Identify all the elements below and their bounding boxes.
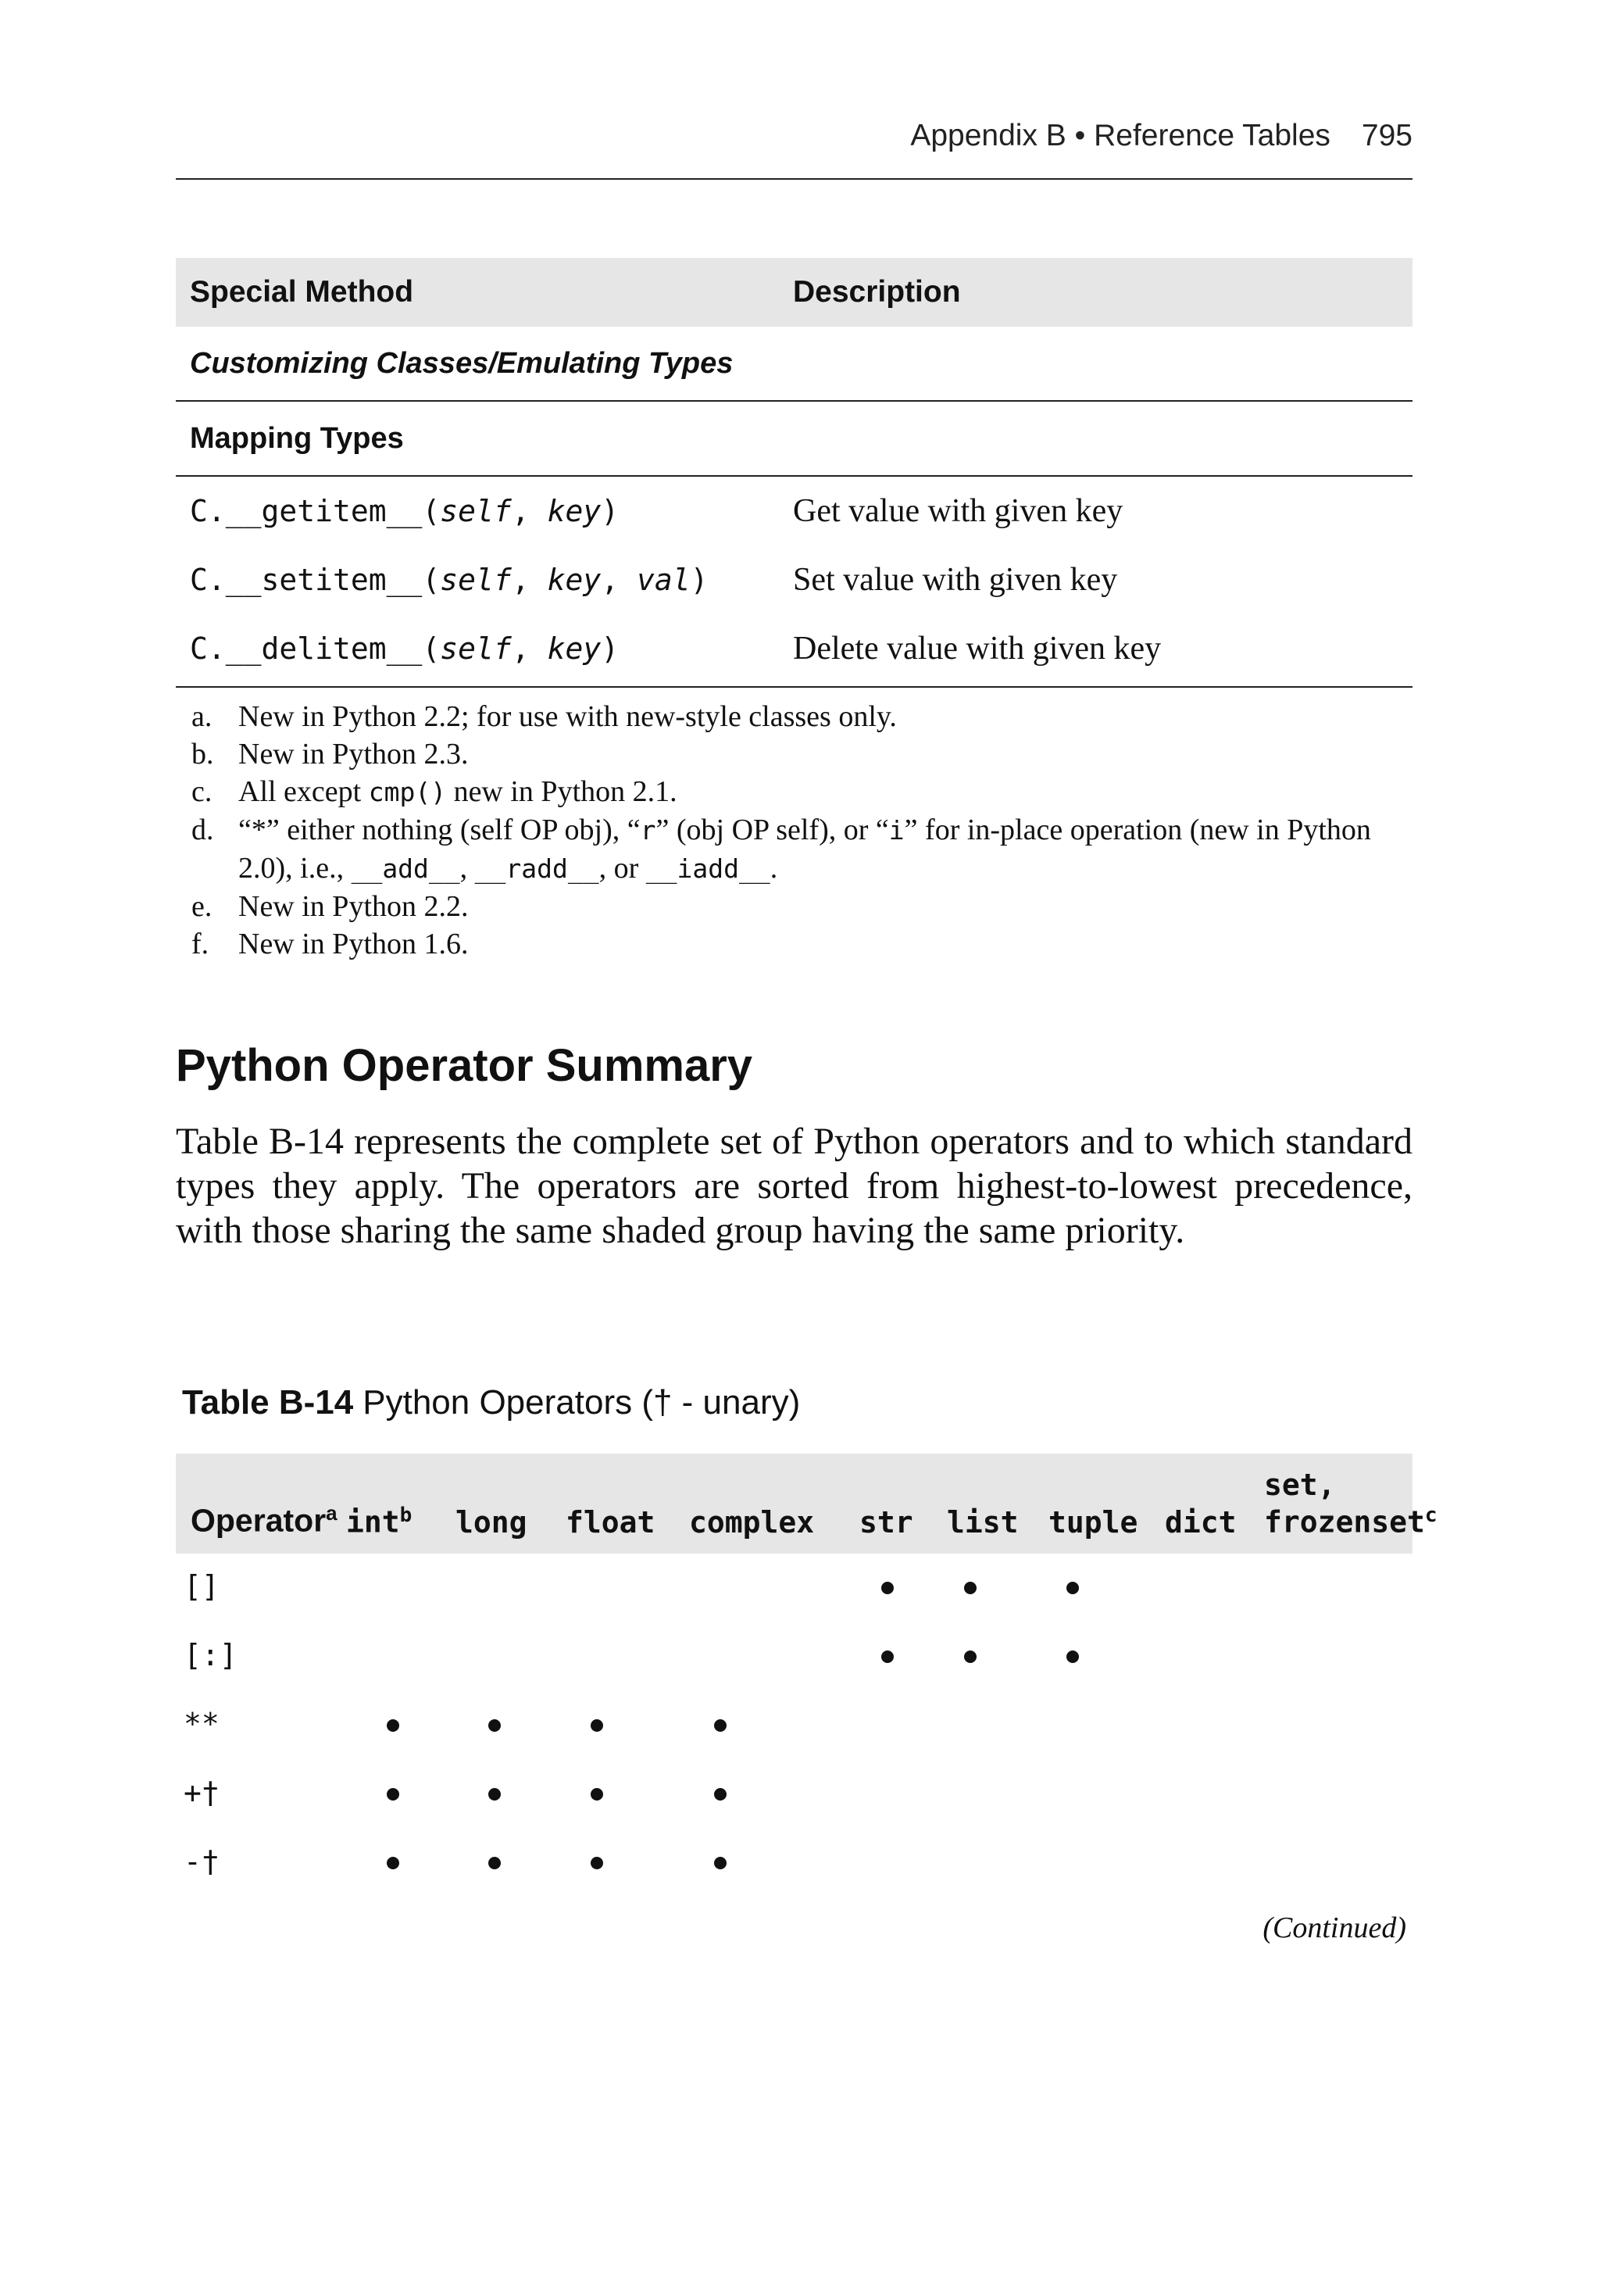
column-header-str <box>859 1505 913 1540</box>
method-arg: val <box>636 563 691 597</box>
footnote <box>191 925 1410 963</box>
table-caption-label: Table B-14 <box>182 1383 354 1422</box>
footnote-text-run: , or <box>598 852 646 885</box>
footnote-code: __radd__ <box>474 853 599 884</box>
applies-marker-int <box>387 1857 399 1869</box>
table-row <box>176 1554 1412 1622</box>
footnote-text-run: All except <box>238 775 369 808</box>
column-header-label: Operator <box>191 1503 327 1539</box>
table-header-row <box>176 258 1412 327</box>
continued-label: (Continued) <box>1262 1912 1406 1944</box>
column-header-dict <box>1165 1505 1237 1540</box>
footnote-code: __iadd__ <box>645 853 770 884</box>
method-name: C.__getitem__( <box>190 494 441 528</box>
footnote-code: i <box>888 815 905 846</box>
operators-table <box>176 1454 1438 1897</box>
method-signature <box>176 631 793 666</box>
footnote-text-run: , <box>459 852 475 885</box>
column-header-tuple <box>1048 1505 1138 1540</box>
footnote-label: d. <box>191 814 214 846</box>
column-header-line: set, <box>1264 1468 1336 1503</box>
applies-marker-list <box>964 1650 977 1663</box>
method-arg: key <box>547 494 602 528</box>
method-signature <box>176 563 793 597</box>
footnote-text <box>238 925 1410 963</box>
applies-marker-str <box>881 1650 894 1663</box>
footnote <box>191 888 1410 925</box>
method-rows <box>176 477 1412 683</box>
footnote <box>191 698 1410 735</box>
arg-separator: , <box>511 494 548 528</box>
column-header-footnote-mark: c <box>1424 1504 1438 1528</box>
method-close: ) <box>601 631 620 666</box>
table-bottom-rule <box>176 686 1412 688</box>
footnote-code: __add__ <box>351 853 460 884</box>
footnote-text <box>238 888 1410 925</box>
section-title: Python Operator Summary <box>176 1040 753 1091</box>
applies-marker-list <box>964 1582 977 1594</box>
applies-marker-float <box>591 1719 603 1732</box>
running-title: Appendix B • Reference Tables <box>910 119 1330 152</box>
method-description: Get value with given key <box>793 493 1123 529</box>
applies-marker-int <box>387 1719 399 1732</box>
footnote-text-run: ” for in-place operation (new in Python 2.0), i.e., <box>238 814 1371 885</box>
column-header-footnote-mark: b <box>399 1504 412 1528</box>
arg-separator: , <box>511 631 548 666</box>
applies-marker-complex <box>714 1857 727 1869</box>
column-header-label: list <box>947 1505 1019 1540</box>
method-close: ) <box>690 563 709 597</box>
subsection-heading: Mapping Types <box>176 402 1412 477</box>
applies-marker-int <box>387 1788 399 1801</box>
column-header-label: tuple <box>1048 1505 1138 1540</box>
footnote-text <box>238 735 1410 773</box>
column-header-set <box>1264 1466 1438 1540</box>
column-header-long <box>455 1505 527 1540</box>
column-header-label: dict <box>1165 1505 1237 1540</box>
method-arg: key <box>547 631 602 666</box>
column-header-label: str <box>859 1505 913 1540</box>
operators-header-row <box>176 1454 1438 1554</box>
column-header-int <box>346 1504 412 1540</box>
table-caption-title: Python Operators († - unary) <box>362 1383 801 1422</box>
page-number: 795 <box>1361 119 1412 152</box>
footnote-code: cmp() <box>368 777 447 807</box>
column-header-list <box>947 1505 1019 1540</box>
column-header-description: Description <box>793 275 961 309</box>
applies-marker-long <box>488 1719 501 1732</box>
footnote-text-run: New in Python 1.6. <box>238 928 469 960</box>
footnote-text <box>238 811 1410 888</box>
column-header-special-method: Special Method <box>190 275 414 309</box>
method-signature <box>176 494 793 528</box>
footnote <box>191 811 1410 888</box>
operators-rows <box>176 1554 1412 1897</box>
footnote-code: r <box>640 815 656 846</box>
operator-symbol: [:] <box>184 1638 238 1672</box>
operator-symbol: -† <box>184 1844 220 1879</box>
applies-marker-float <box>591 1788 603 1801</box>
applies-marker-complex <box>714 1719 727 1732</box>
method-arg: self <box>440 631 512 666</box>
method-name: C.__setitem__( <box>190 563 441 597</box>
operator-symbol: ** <box>184 1707 220 1741</box>
column-header-label: int <box>346 1505 400 1540</box>
footnote-label: b. <box>191 738 214 771</box>
footnote-text-run: new in Python 2.1. <box>446 775 677 808</box>
footnotes <box>191 698 1410 963</box>
footnote-text <box>238 698 1410 735</box>
method-close: ) <box>601 494 620 528</box>
column-header-label: long <box>455 1505 527 1540</box>
footnote-text-run: New in Python 2.3. <box>238 738 469 771</box>
footnote-text <box>238 773 1410 811</box>
column-header-complex <box>689 1505 814 1540</box>
method-name: C.__delitem__( <box>190 631 441 666</box>
footnote-text-run: “*” either nothing (self OP obj), “ <box>238 814 641 846</box>
operator-symbol: [] <box>184 1569 220 1604</box>
method-arg: key <box>547 563 602 597</box>
footnote-label: c. <box>191 775 212 808</box>
column-header-operator <box>191 1501 338 1540</box>
method-arg: self <box>440 563 512 597</box>
table-caption <box>182 1383 800 1422</box>
table-row <box>176 1691 1412 1760</box>
column-header-float <box>566 1505 655 1540</box>
table-row <box>176 1760 1412 1829</box>
footnote-text-run: ” (obj OP self), or “ <box>655 814 889 846</box>
footnote <box>191 773 1410 811</box>
running-header <box>176 119 1412 153</box>
footnote-label: a. <box>191 700 212 733</box>
arg-separator: , <box>511 563 548 597</box>
footnote-text-run: . <box>770 852 778 885</box>
applies-marker-str <box>881 1582 894 1594</box>
applies-marker-float <box>591 1857 603 1869</box>
footnote-label: e. <box>191 890 212 923</box>
operator-symbol: +† <box>184 1776 220 1810</box>
table-row <box>176 477 1412 545</box>
applies-marker-complex <box>714 1788 727 1801</box>
method-description: Delete value with given key <box>793 631 1162 667</box>
header-rule <box>176 178 1412 180</box>
arg-separator: , <box>601 563 637 597</box>
special-methods-table <box>176 258 1412 688</box>
intro-paragraph: Table B-14 represents the complete set of Python operators and to which standard types they apply. The operators are sorted from highest-to-lowest precedence, with those sharing the same shaded group having the same priority. <box>176 1121 1412 1251</box>
footnote-text-run: New in Python 2.2. <box>238 890 469 923</box>
section-heading: Customizing Classes/Emulating Types <box>176 327 1412 402</box>
table-row <box>176 614 1412 683</box>
footnote-label: f. <box>191 928 209 960</box>
table-row <box>176 1829 1412 1897</box>
applies-marker-long <box>488 1788 501 1801</box>
column-header-label: float <box>566 1505 655 1540</box>
footnote <box>191 735 1410 773</box>
method-description: Set value with given key <box>793 562 1118 598</box>
table-row <box>176 545 1412 614</box>
applies-marker-long <box>488 1857 501 1869</box>
column-header-line: frozenset <box>1264 1505 1425 1540</box>
column-header-footnote-mark: a <box>326 1501 338 1525</box>
method-arg: self <box>440 494 512 528</box>
applies-marker-tuple <box>1066 1650 1079 1663</box>
table-row <box>176 1622 1412 1691</box>
applies-marker-tuple <box>1066 1582 1079 1594</box>
footnote-text-run: New in Python 2.2; for use with new-style classes only. <box>238 700 897 733</box>
column-header-label: complex <box>689 1505 815 1540</box>
